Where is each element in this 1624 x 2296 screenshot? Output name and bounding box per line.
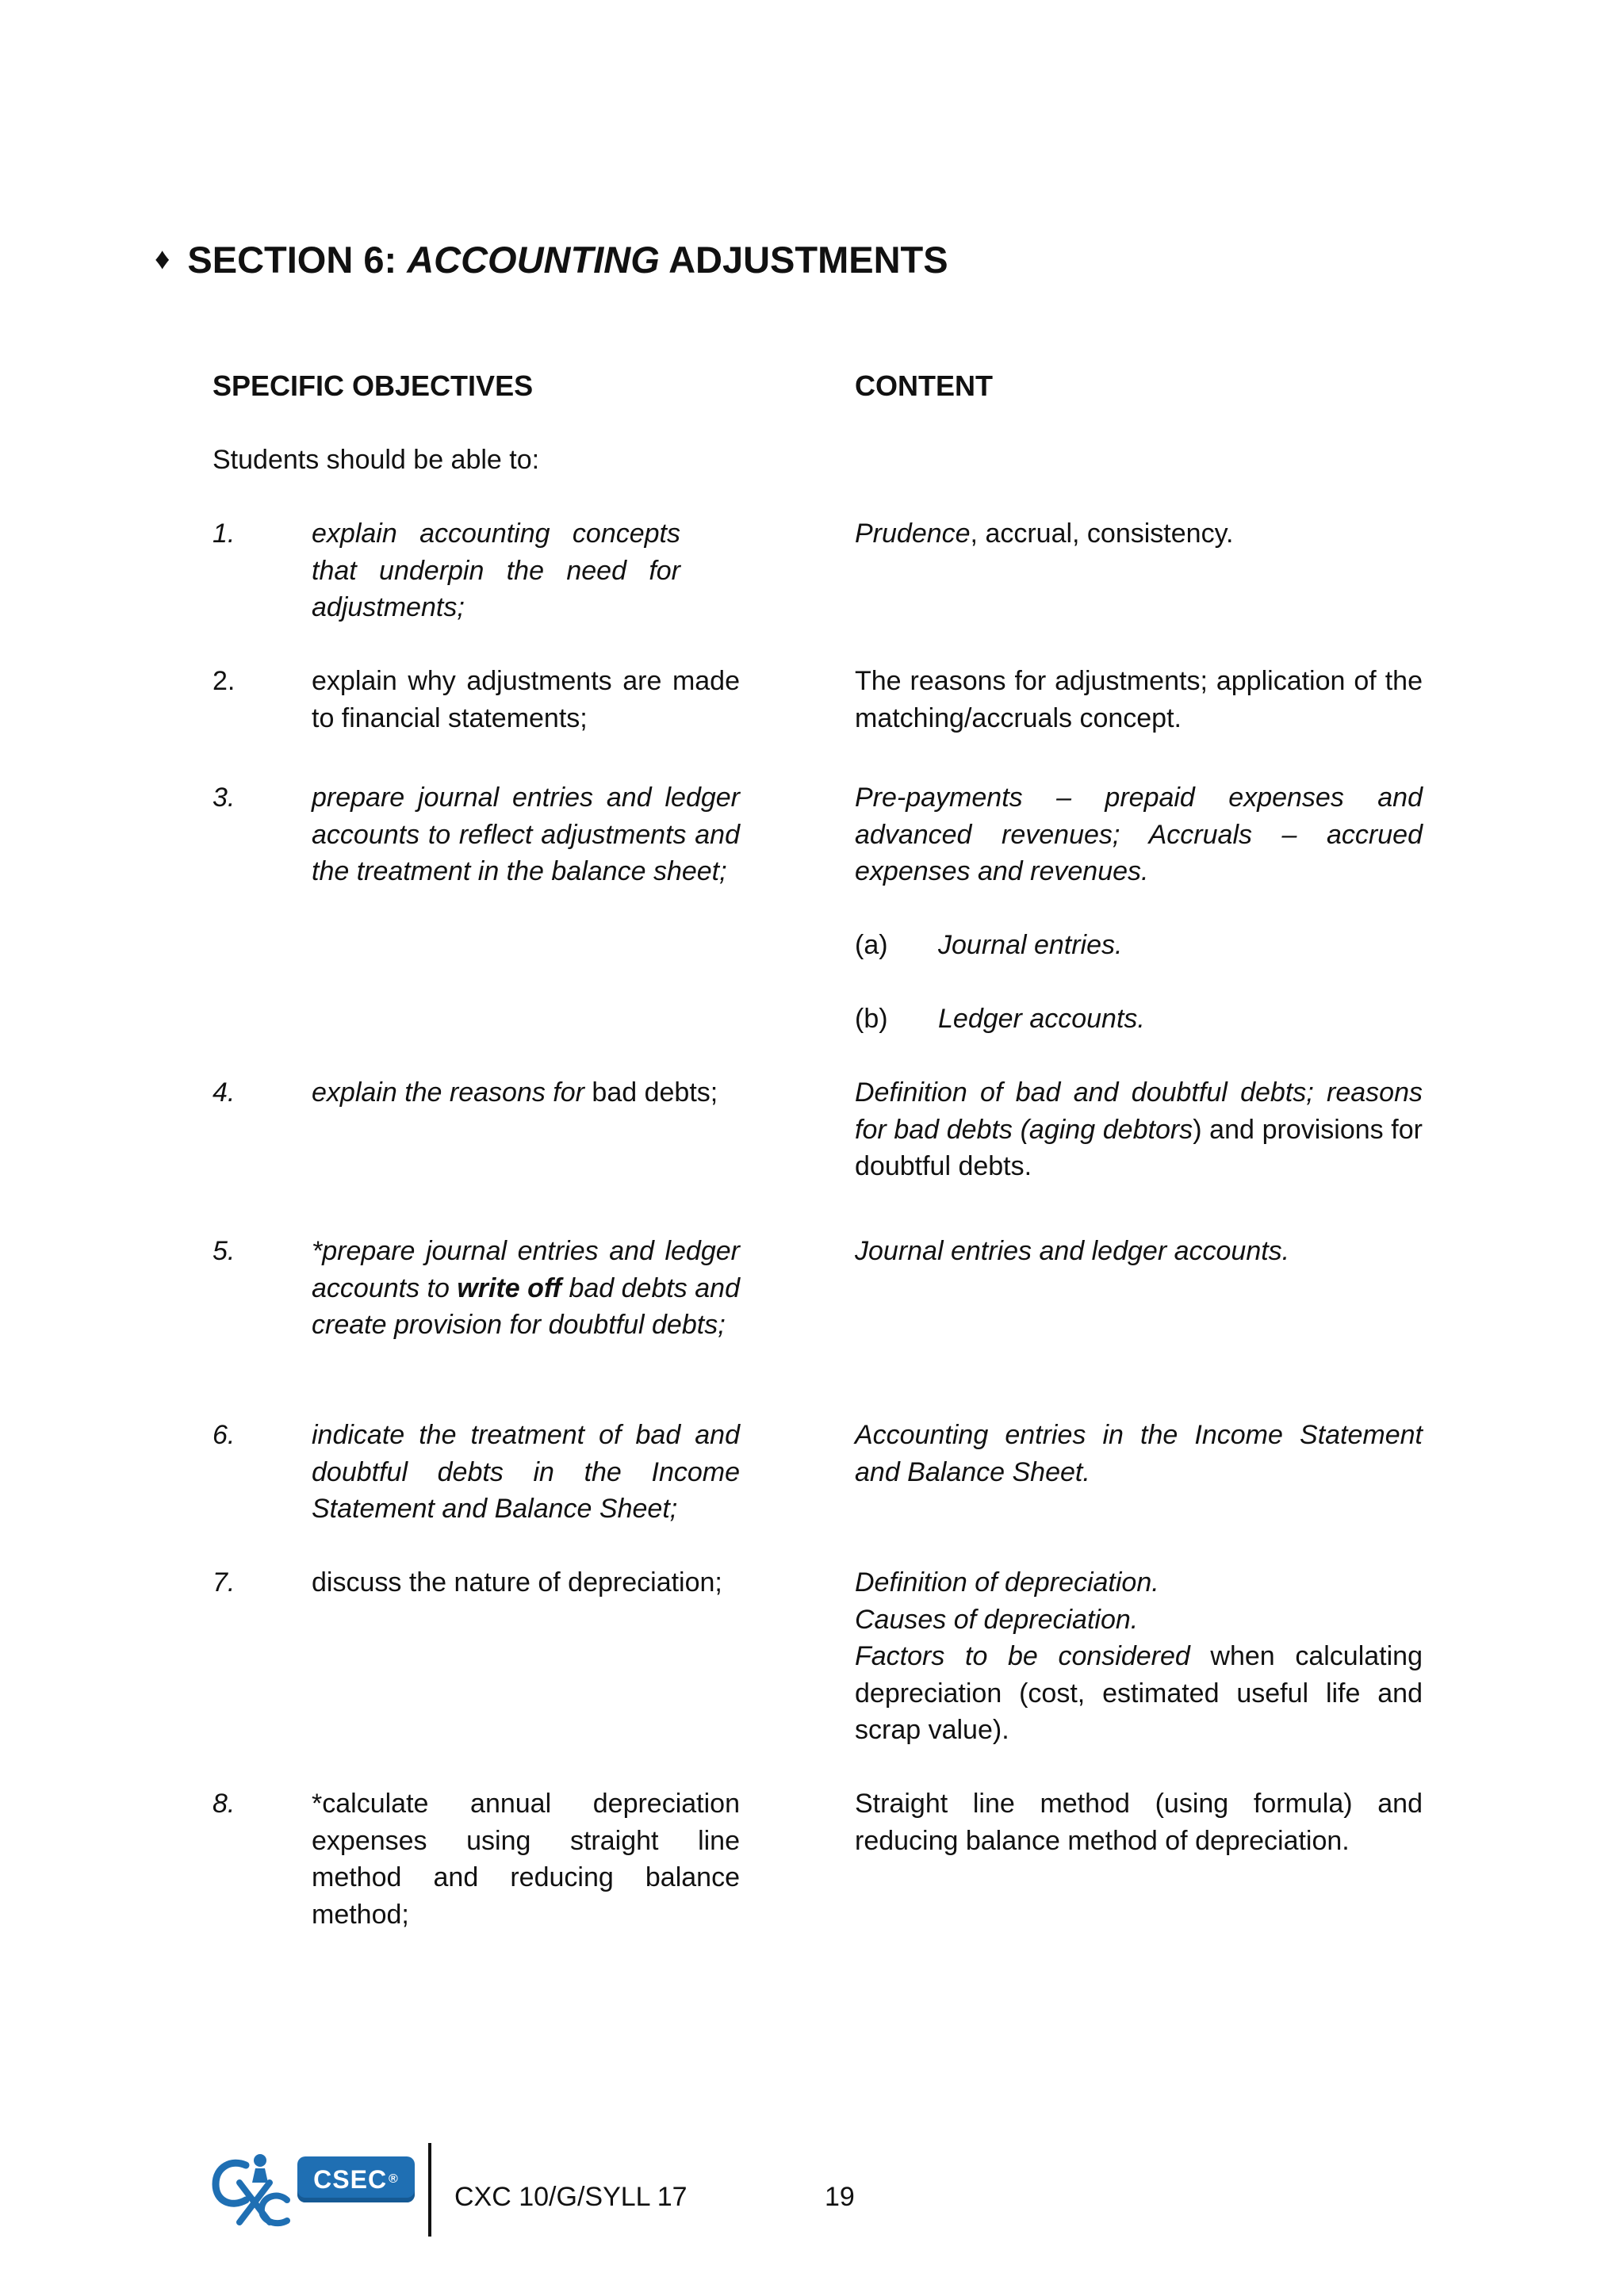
- item-4-objective: explain the reasons for bad debts;: [312, 1077, 718, 1108]
- item-4-number: 4.: [213, 1077, 236, 1108]
- item-8-objective: *calculate annual depreciation expenses using straight line method and reducing balance method;: [312, 1789, 740, 1930]
- objectives-header: SPECIFIC OBJECTIVES: [213, 369, 534, 402]
- item-6-content: Accounting entries in the Income Statement and Balance Sheet.: [855, 1420, 1423, 1487]
- item-3-objective: prepare journal entries and ledger accounts to reflect adjustments and the treatment in the balance sheet;: [312, 783, 740, 886]
- item-1-number: 1.: [213, 519, 236, 549]
- item-6-objective: indicate the treatment of bad and doubtful debts in the Income Statement and Balance Sheet;: [312, 1420, 740, 1524]
- item-7-number: 7.: [213, 1567, 236, 1598]
- cxc-logo-icon: [208, 2151, 295, 2230]
- item-1-content: Prudence, accrual, consistency.: [855, 519, 1234, 549]
- diamond-bullet-icon: ♦: [155, 243, 170, 276]
- item-3-sub-b-label: (b): [855, 1004, 888, 1034]
- item-5-objective: *prepare journal entries and ledger accounts to write off bad debts and create provision for doubtful debts;: [312, 1236, 740, 1340]
- item-7-objective: discuss the nature of depreciation;: [312, 1567, 722, 1598]
- page-number: 19: [825, 2182, 855, 2212]
- section-title: [155, 238, 948, 281]
- item-2-content: The reasons for adjustments; application of the matching/accruals concept.: [855, 666, 1423, 733]
- intro-text: Students should be able to:: [213, 445, 540, 475]
- item-2-number: 2.: [213, 666, 236, 696]
- item-3-sub-a-text: Journal entries.: [938, 930, 1123, 960]
- section-title-text: SECTION 6: ACCOUNTING ADJUSTMENTS: [187, 239, 948, 281]
- item-8-content: Straight line method (using formula) and reducing balance method of depreciation.: [855, 1789, 1423, 1856]
- syllabus-code: CXC 10/G/SYLL 17: [454, 2182, 688, 2212]
- item-7-content: Definition of depreciation. Causes of depreciation. Factors to be considered when calculating depreciation (cost, estimated useful life and scrap value).: [855, 1567, 1423, 1745]
- item-2-objective: explain why adjustments are made to financial statements;: [312, 666, 740, 733]
- item-5-content: Journal entries and ledger accounts.: [855, 1236, 1290, 1266]
- item-3-content: Pre-payments – prepaid expenses and advanced revenues; Accruals – accrued expenses and revenues.: [855, 783, 1423, 886]
- item-3-number: 3.: [213, 783, 236, 813]
- item-1-objective: explain accounting concepts that underpin the need for adjustments;: [312, 519, 680, 622]
- item-3-sub-a-label: (a): [855, 930, 888, 960]
- item-8-number: 8.: [213, 1789, 236, 1819]
- footer-divider: [428, 2143, 431, 2237]
- item-4-content: Definition of bad and doubtful debts; reasons for bad debts (aging debtors) and provisions for doubtful debts.: [855, 1077, 1423, 1181]
- item-6-number: 6.: [213, 1420, 236, 1450]
- item-3-sub-b-text: Ledger accounts.: [938, 1004, 1145, 1034]
- content-header: CONTENT: [855, 369, 993, 402]
- item-5-number: 5.: [213, 1236, 236, 1266]
- csec-logo: CSEC ®: [297, 2156, 415, 2202]
